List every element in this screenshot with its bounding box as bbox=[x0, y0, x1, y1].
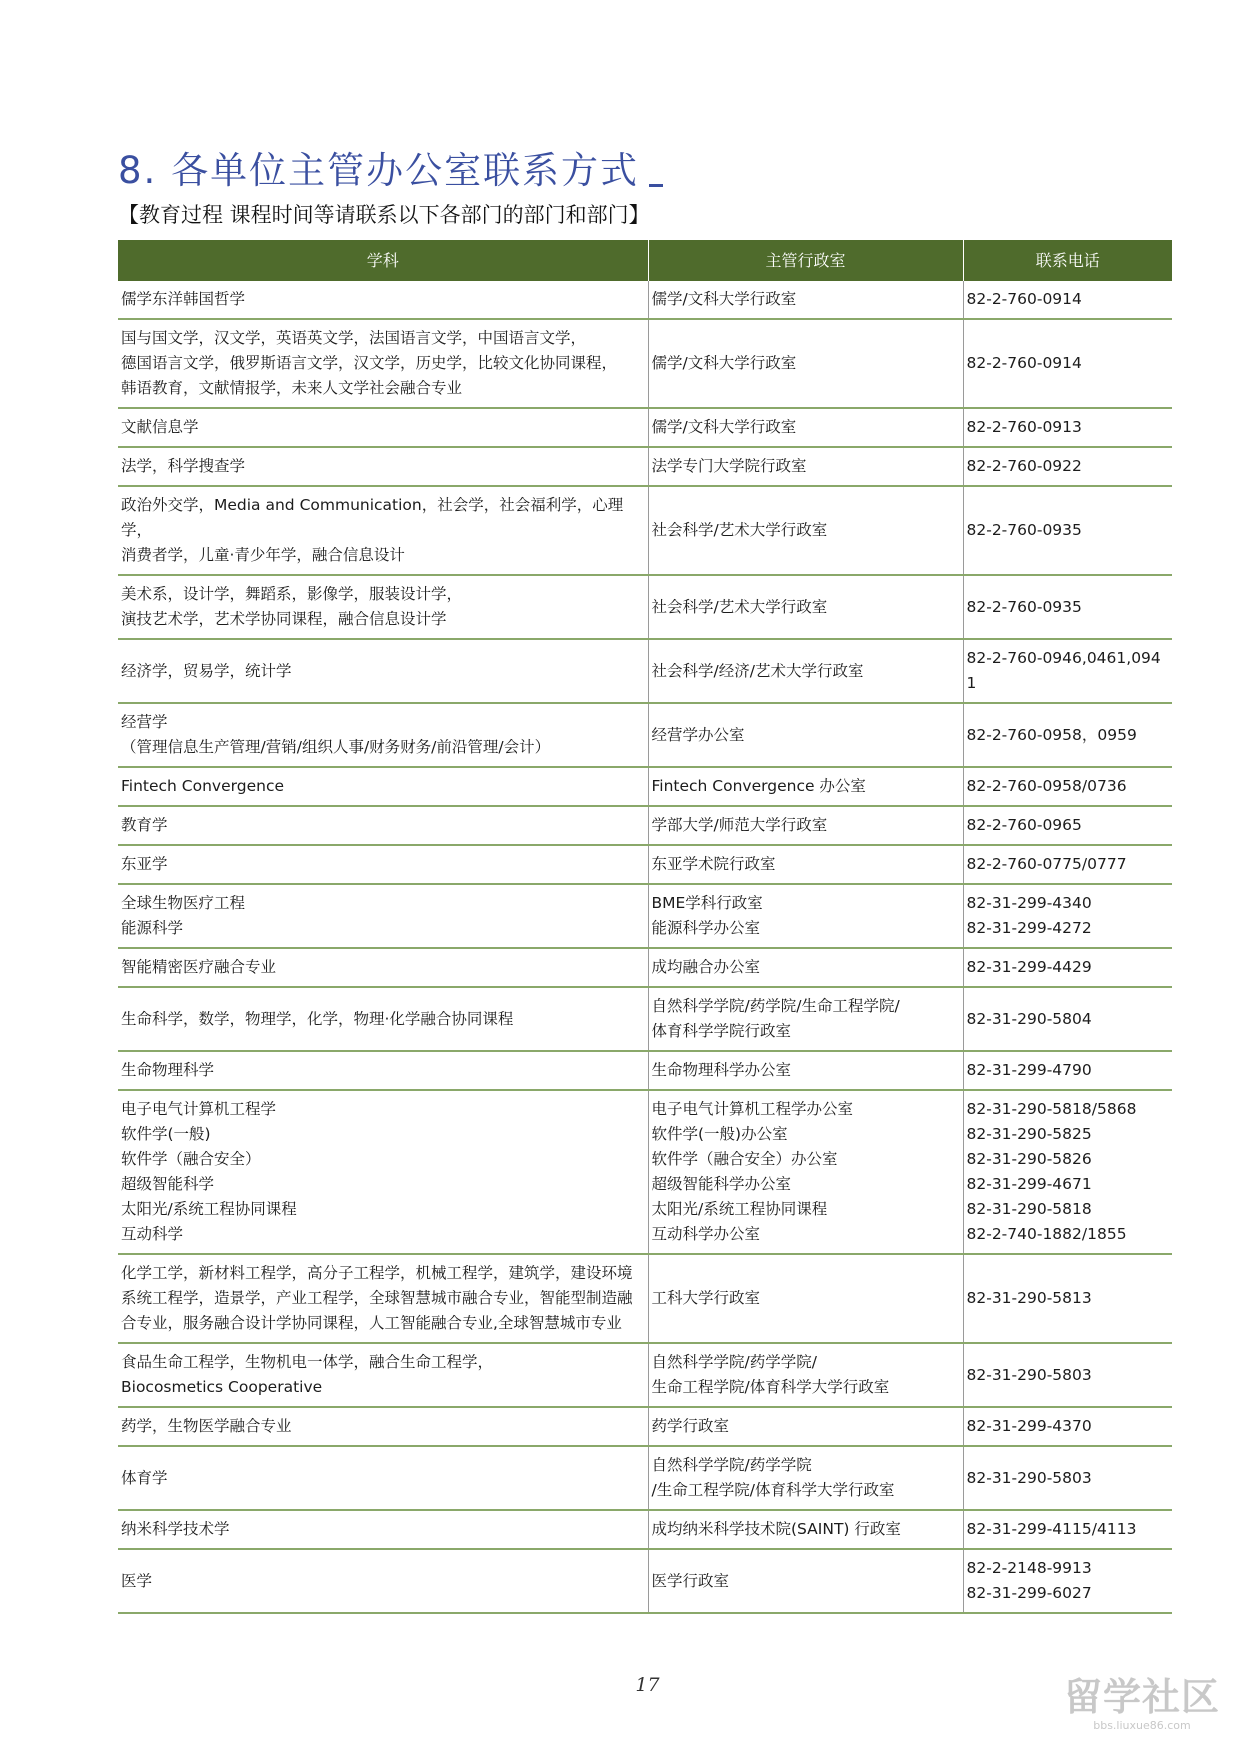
cell-phone: 82-2-760-0922 bbox=[963, 447, 1172, 486]
cell-subject: 文献信息学 bbox=[118, 408, 648, 447]
table-row bbox=[118, 639, 1172, 703]
cell-subject: 东亚学 bbox=[118, 845, 648, 884]
cell-subject: 法学，科学搜查学 bbox=[118, 447, 648, 486]
title-underscore bbox=[649, 184, 663, 187]
page-subtitle: 【教育过程 课程时间等请联系以下各部门的部门和部门】 bbox=[118, 203, 650, 227]
table-row bbox=[118, 447, 1172, 486]
table-row bbox=[118, 575, 1172, 639]
cell-phone: 82-2-760-0913 bbox=[963, 408, 1172, 447]
cell-phone: 82-2-760-0935 bbox=[963, 575, 1172, 639]
cell-subject: 智能精密医疗融合专业 bbox=[118, 948, 648, 987]
cell-office: 儒学/文科大学行政室 bbox=[648, 408, 963, 447]
cell-office: 自然科学学院/药学院/生命工程学院/ 体育科学学院行政室 bbox=[648, 987, 963, 1051]
header-phone: 联系电话 bbox=[963, 240, 1172, 281]
cell-office: 东亚学术院行政室 bbox=[648, 845, 963, 884]
cell-office: 社会科学/艺术大学行政室 bbox=[648, 486, 963, 575]
cell-subject: 电子电气计算机工程学 软件学(一般) 软件学（融合安全） 超级智能科学 太阳光/系统工程协同课程 互动科学 bbox=[118, 1090, 648, 1254]
cell-office: 儒学/文科大学行政室 bbox=[648, 319, 963, 408]
cell-office: 社会科学/艺术大学行政室 bbox=[648, 575, 963, 639]
table-row bbox=[118, 1549, 1172, 1613]
contacts-table bbox=[118, 240, 1172, 1614]
cell-phone: 82-31-290-5818/5868 82-31-290-5825 82-31-290-5826 82-31-299-4671 82-31-290-5818 82-2-740-1882/1855 bbox=[963, 1090, 1172, 1254]
table-header-row bbox=[118, 240, 1172, 281]
table-row bbox=[118, 767, 1172, 806]
cell-phone: 82-31-290-5804 bbox=[963, 987, 1172, 1051]
table-row bbox=[118, 408, 1172, 447]
cell-office: 药学行政室 bbox=[648, 1407, 963, 1446]
table-row bbox=[118, 948, 1172, 987]
cell-phone: 82-2-760-0958，0959 bbox=[963, 703, 1172, 767]
header-office: 主管行政室 bbox=[648, 240, 963, 281]
cell-phone: 82-31-299-4115/4113 bbox=[963, 1510, 1172, 1549]
cell-phone: 82-2-760-0965 bbox=[963, 806, 1172, 845]
cell-subject: 全球生物医疗工程 能源科学 bbox=[118, 884, 648, 948]
cell-subject: 政治外交学，Media and Communication，社会学，社会福利学，心理学， 消费者学，儿童·青少年学，融合信息设计 bbox=[118, 486, 648, 575]
cell-subject: 药学，生物医学融合专业 bbox=[118, 1407, 648, 1446]
cell-phone: 82-31-290-5803 bbox=[963, 1343, 1172, 1407]
cell-office: 经营学办公室 bbox=[648, 703, 963, 767]
cell-phone: 82-2-760-0775/0777 bbox=[963, 845, 1172, 884]
cell-subject: 生命科学，数学，物理学，化学，物理·化学融合协同课程 bbox=[118, 987, 648, 1051]
table-row bbox=[118, 1407, 1172, 1446]
watermark-text: 留学社区 bbox=[1063, 1675, 1220, 1719]
table-body bbox=[118, 281, 1172, 1613]
table-row bbox=[118, 319, 1172, 408]
cell-office: 自然科学学院/药学学院/ 生命工程学院/体育科学大学行政室 bbox=[648, 1343, 963, 1407]
cell-phone: 82-31-299-4429 bbox=[963, 948, 1172, 987]
cell-phone: 82-31-299-4370 bbox=[963, 1407, 1172, 1446]
cell-subject: 经营学 （管理信息生产管理/营销/组织人事/财务财务/前沿管理/会计） bbox=[118, 703, 648, 767]
cell-subject: Fintech Convergence bbox=[118, 767, 648, 806]
page-number: 17 bbox=[635, 1674, 660, 1696]
cell-office: 成均融合办公室 bbox=[648, 948, 963, 987]
cell-office: 自然科学学院/药学学院 /生命工程学院/体育科学大学行政室 bbox=[648, 1446, 963, 1510]
cell-office: 儒学/文科大学行政室 bbox=[648, 281, 963, 319]
table-row bbox=[118, 1446, 1172, 1510]
table-row bbox=[118, 1254, 1172, 1343]
cell-subject: 化学工学，新材料工程学，高分子工程学，机械工程学，建筑学，建设环境系统工程学，造景学，产业工程学，全球智慧城市融合专业，智能型制造融合专业，服务融合设计学协同课程，人工智能融合专业,全球智慧城市专业 bbox=[118, 1254, 648, 1343]
table-row bbox=[118, 486, 1172, 575]
cell-office: 社会科学/经济/艺术大学行政室 bbox=[648, 639, 963, 703]
cell-phone: 82-31-290-5813 bbox=[963, 1254, 1172, 1343]
table-row bbox=[118, 845, 1172, 884]
cell-office: 生命物理科学办公室 bbox=[648, 1051, 963, 1090]
cell-office: 学部大学/师范大学行政室 bbox=[648, 806, 963, 845]
watermark-url: bbs.liuxue86.com bbox=[1093, 1719, 1191, 1732]
cell-phone: 82-2-760-0935 bbox=[963, 486, 1172, 575]
table-row bbox=[118, 1090, 1172, 1254]
cell-phone: 82-31-299-4790 bbox=[963, 1051, 1172, 1090]
cell-phone: 82-31-290-5803 bbox=[963, 1446, 1172, 1510]
cell-phone: 82-31-299-4340 82-31-299-4272 bbox=[963, 884, 1172, 948]
cell-subject: 医学 bbox=[118, 1549, 648, 1613]
cell-subject: 食品生命工程学，生物机电一体学，融合生命工程学， Biocosmetics Cooperative bbox=[118, 1343, 648, 1407]
cell-subject: 美术系，设计学，舞蹈系，影像学，服装设计学， 演技艺术学，艺术学协同课程，融合信息设计学 bbox=[118, 575, 648, 639]
cell-office: 医学行政室 bbox=[648, 1549, 963, 1613]
cell-phone: 82-2-760-0946,0461,0941 bbox=[963, 639, 1172, 703]
cell-subject: 教育学 bbox=[118, 806, 648, 845]
cell-office: 法学专门大学院行政室 bbox=[648, 447, 963, 486]
table-row bbox=[118, 1343, 1172, 1407]
cell-subject: 经济学，贸易学，统计学 bbox=[118, 639, 648, 703]
cell-subject: 体育学 bbox=[118, 1446, 648, 1510]
table-row bbox=[118, 281, 1172, 319]
table-row bbox=[118, 1051, 1172, 1090]
cell-phone: 82-2-760-0958/0736 bbox=[963, 767, 1172, 806]
cell-subject: 生命物理科学 bbox=[118, 1051, 648, 1090]
table-row bbox=[118, 1510, 1172, 1549]
cell-office: 成均纳米科学技术院(SAINT) 行政室 bbox=[648, 1510, 963, 1549]
cell-phone: 82-2-2148-9913 82-31-299-6027 bbox=[963, 1549, 1172, 1613]
cell-phone: 82-2-760-0914 bbox=[963, 281, 1172, 319]
header-subject: 学科 bbox=[118, 240, 648, 281]
table-row bbox=[118, 884, 1172, 948]
table-row bbox=[118, 806, 1172, 845]
cell-office: Fintech Convergence 办公室 bbox=[648, 767, 963, 806]
cell-subject: 纳米科学技术学 bbox=[118, 1510, 648, 1549]
cell-subject: 国与国文学，汉文学，英语英文学，法国语言文学，中国语言文学， 德国语言文学，俄罗斯语言文学，汉文学，历史学，比较文化协同课程， 韩语教育，文献情报学，未来人文学社会融合专业 bbox=[118, 319, 648, 408]
page-title: 8. 各单位主管办公室联系方式 bbox=[118, 140, 663, 194]
cell-subject: 儒学东洋韩国哲学 bbox=[118, 281, 648, 319]
cell-office: 工科大学行政室 bbox=[648, 1254, 963, 1343]
cell-office: BME学科行政室 能源科学办公室 bbox=[648, 884, 963, 948]
table-row bbox=[118, 987, 1172, 1051]
cell-phone: 82-2-760-0914 bbox=[963, 319, 1172, 408]
watermark bbox=[1058, 1675, 1226, 1741]
cell-office: 电子电气计算机工程学办公室 软件学(一般)办公室 软件学（融合安全）办公室 超级智能科学办公室 太阳光/系统工程协同课程 互动科学办公室 bbox=[648, 1090, 963, 1254]
table-row bbox=[118, 703, 1172, 767]
